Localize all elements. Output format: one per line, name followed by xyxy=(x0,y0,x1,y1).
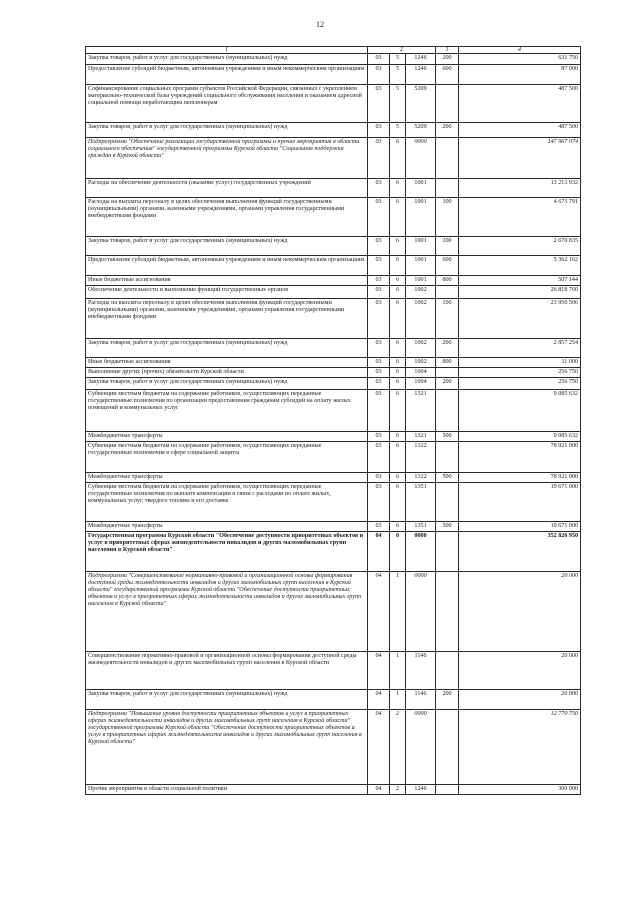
expense-name-cell: Межбюджетные трансферты xyxy=(86,522,368,532)
expense-type-cell: 200 xyxy=(436,237,459,256)
expense-name-cell: Закупка товаров, работ и услуг для государственных (муниципальных) нужд xyxy=(86,123,368,138)
code-section-cell: 03 xyxy=(368,368,390,378)
code-subsection-cell: 5 xyxy=(390,54,406,65)
table-row xyxy=(86,198,581,237)
code-article-cell: 1246 xyxy=(406,54,436,65)
code-article-cell: 1001 xyxy=(406,179,436,198)
header-col-2: 2 xyxy=(368,47,436,54)
code-subsection-cell: 6 xyxy=(390,432,406,442)
code-subsection-cell: 0 xyxy=(390,532,406,572)
code-subsection-cell: 1 xyxy=(390,572,406,652)
code-subsection-cell: 6 xyxy=(390,339,406,358)
code-section-cell: 04 xyxy=(368,785,390,795)
expense-type-cell xyxy=(436,442,459,473)
code-article-cell: 1001 xyxy=(406,198,436,237)
code-article-cell: 1004 xyxy=(406,378,436,390)
code-article-cell: 1321 xyxy=(406,390,436,432)
amount-cell: 487 500 xyxy=(459,85,581,123)
amount-cell: 19 671 000 xyxy=(459,522,581,532)
expense-type-cell: 800 xyxy=(436,276,459,286)
table-row xyxy=(86,123,581,138)
code-subsection-cell: 6 xyxy=(390,256,406,276)
code-section-cell: 03 xyxy=(368,358,390,368)
amount-cell: 20 000 xyxy=(459,572,581,652)
table-row xyxy=(86,522,581,532)
expense-name-cell: Обеспечение деятельности и выполнение функций государственных органов xyxy=(86,286,368,299)
expense-type-cell: 200 xyxy=(436,339,459,358)
expense-name-cell: Предоставление субсидий бюджетным, автономным учреждениям и иным некоммерческим организациям xyxy=(86,256,368,276)
table-row xyxy=(86,710,581,785)
code-article-cell: 1002 xyxy=(406,299,436,339)
table-row xyxy=(86,473,581,483)
code-subsection-cell: 6 xyxy=(390,442,406,473)
table-row xyxy=(86,390,581,432)
amount-cell: 87 000 xyxy=(459,65,581,85)
code-section-cell: 03 xyxy=(368,65,390,85)
code-section-cell: 03 xyxy=(368,339,390,358)
expense-name-cell: Расходы на обеспечение деятельности (оказание услуг) государственных учреждений xyxy=(86,179,368,198)
code-subsection-cell: 5 xyxy=(390,85,406,123)
amount-cell: 256 750 xyxy=(459,368,581,378)
table-row xyxy=(86,785,581,795)
code-article-cell: 1322 xyxy=(406,442,436,473)
amount-cell: 4 673 791 xyxy=(459,198,581,237)
amount-cell: 507 144 xyxy=(459,276,581,286)
amount-cell: 20 000 xyxy=(459,652,581,690)
amount-cell: 9 085 632 xyxy=(459,432,581,442)
code-article-cell: 1146 xyxy=(406,652,436,690)
code-section-cell: 04 xyxy=(368,532,390,572)
code-subsection-cell: 6 xyxy=(390,522,406,532)
table-row xyxy=(86,65,581,85)
code-section-cell: 03 xyxy=(368,473,390,483)
code-article-cell: 0000 xyxy=(406,138,436,179)
amount-cell: 352 826 950 xyxy=(459,532,581,572)
code-section-cell: 03 xyxy=(368,138,390,179)
expense-type-cell xyxy=(436,138,459,179)
table-row xyxy=(86,532,581,572)
expense-name-cell: Субвенции местным бюджетам на содержание работников, осуществляющих переданные государственные полномочия по выплате компенсации в связи с расходами по оплате жилых, коммунальных услуг, твердого топлива и его доставке xyxy=(86,483,368,522)
expense-type-cell xyxy=(436,483,459,522)
code-subsection-cell: 6 xyxy=(390,179,406,198)
table-row xyxy=(86,138,581,179)
code-article-cell: 5209 xyxy=(406,123,436,138)
amount-cell: 487 500 xyxy=(459,123,581,138)
code-section-cell: 03 xyxy=(368,179,390,198)
table-row xyxy=(86,378,581,390)
code-article-cell: 1351 xyxy=(406,522,436,532)
amount-cell: 2 670 835 xyxy=(459,237,581,256)
code-section-cell: 03 xyxy=(368,299,390,339)
code-subsection-cell: 5 xyxy=(390,123,406,138)
expense-name-cell: Закупка товаров, работ и услуг для государственных (муниципальных) нужд xyxy=(86,339,368,358)
code-article-cell: 1246 xyxy=(406,65,436,85)
header-col-1: 1 xyxy=(86,47,368,54)
table-row xyxy=(86,652,581,690)
code-subsection-cell: 6 xyxy=(390,299,406,339)
table-header-row xyxy=(86,47,581,54)
header-col-3: 3 xyxy=(436,47,459,54)
expense-type-cell: 500 xyxy=(436,522,459,532)
code-article-cell: 0000 xyxy=(406,572,436,652)
expense-name-cell: Совершенствование нормативно-правовой и организационной основы формирования доступной среды жизнедеятельности инвалидов и других маломобильных групп населения в Курской области xyxy=(86,652,368,690)
code-article-cell: 1322 xyxy=(406,473,436,483)
code-article-cell: 0000 xyxy=(406,710,436,785)
code-section-cell: 03 xyxy=(368,237,390,256)
code-subsection-cell: 6 xyxy=(390,276,406,286)
expense-name-cell: Иные бюджетные ассигнования xyxy=(86,276,368,286)
table-body xyxy=(86,54,581,795)
code-section-cell: 03 xyxy=(368,442,390,473)
amount-cell: 5 362 162 xyxy=(459,256,581,276)
code-section-cell: 03 xyxy=(368,286,390,299)
table-row xyxy=(86,368,581,378)
code-article-cell: 1002 xyxy=(406,358,436,368)
table-row xyxy=(86,690,581,710)
table-row xyxy=(86,286,581,299)
table-row xyxy=(86,179,581,198)
budget-table xyxy=(85,46,581,795)
code-subsection-cell: 6 xyxy=(390,390,406,432)
expense-name-cell: Закупка товаров, работ и услуг для государственных (муниципальных) нужд xyxy=(86,690,368,710)
amount-cell: 26 818 760 xyxy=(459,286,581,299)
expense-type-cell: 200 xyxy=(436,123,459,138)
code-subsection-cell: 2 xyxy=(390,710,406,785)
expense-type-cell xyxy=(436,390,459,432)
code-article-cell: 5209 xyxy=(406,85,436,123)
expense-type-cell xyxy=(436,572,459,652)
code-article-cell: 1246 xyxy=(406,785,436,795)
expense-type-cell: 200 xyxy=(436,54,459,65)
code-section-cell: 03 xyxy=(368,256,390,276)
amount-cell: 300 000 xyxy=(459,785,581,795)
amount-cell: 19 671 000 xyxy=(459,483,581,522)
expense-type-cell xyxy=(436,710,459,785)
expense-type-cell: 200 xyxy=(436,378,459,390)
code-section-cell: 03 xyxy=(368,522,390,532)
amount-cell: 13 213 932 xyxy=(459,179,581,198)
code-subsection-cell: 6 xyxy=(390,473,406,483)
code-section-cell: 03 xyxy=(368,483,390,522)
code-section-cell: 03 xyxy=(368,378,390,390)
table-row xyxy=(86,432,581,442)
table-row xyxy=(86,483,581,522)
expense-type-cell xyxy=(436,286,459,299)
code-section-cell: 03 xyxy=(368,85,390,123)
expense-name-cell: Закупка товаров, работ и услуг для государственных (муниципальных) нужд xyxy=(86,378,368,390)
expense-name-cell: Расходы на выплаты персоналу в целях обеспечения выполнения функций государственными (муниципальными) органами, казенными учреждениями, органами управления государственными внебюджетными фондами xyxy=(86,299,368,339)
code-subsection-cell: 5 xyxy=(390,65,406,85)
code-article-cell: 1002 xyxy=(406,286,436,299)
code-article-cell: 1351 xyxy=(406,483,436,522)
expense-name-cell: Подпрограмма "Совершенствование нормативно-правовой и организационной основы формирования доступной среды жизнедеятельности инвалидов и других маломобильных групп населения в Курской области" государственной программы Курской области "Обеспечение доступности приоритетных объектов и услуг в приоритетных сферах жизнедеятельности инвалидов и других маломобильных групп населения в Курской области" xyxy=(86,572,368,652)
expense-name-cell: Субвенции местным бюджетам на содержание работников, осуществляющих переданные государственные полномочия в сфере социальной защиты xyxy=(86,442,368,473)
code-section-cell: 04 xyxy=(368,652,390,690)
code-subsection-cell: 6 xyxy=(390,378,406,390)
expense-name-cell: Прочие мероприятия в области социальной политики xyxy=(86,785,368,795)
amount-cell: 147 967 074 xyxy=(459,138,581,179)
expense-name-cell: Межбюджетные трансферты xyxy=(86,473,368,483)
code-subsection-cell: 6 xyxy=(390,483,406,522)
code-section-cell: 04 xyxy=(368,690,390,710)
expense-type-cell: 200 xyxy=(436,690,459,710)
expense-name-cell: Закупка товаров, работ и услуг для государственных (муниципальных) нужд xyxy=(86,237,368,256)
code-article-cell: 1321 xyxy=(406,432,436,442)
table-row xyxy=(86,339,581,358)
code-subsection-cell: 6 xyxy=(390,368,406,378)
expense-name-cell: Иные бюджетные ассигнования xyxy=(86,358,368,368)
code-article-cell: 1001 xyxy=(406,256,436,276)
code-subsection-cell: 2 xyxy=(390,785,406,795)
amount-cell: 11 000 xyxy=(459,358,581,368)
table-row xyxy=(86,442,581,473)
code-section-cell: 03 xyxy=(368,276,390,286)
expense-type-cell: 600 xyxy=(436,65,459,85)
code-article-cell: 1001 xyxy=(406,237,436,256)
table-row xyxy=(86,572,581,652)
amount-cell: 23 950 506 xyxy=(459,299,581,339)
code-section-cell: 04 xyxy=(368,710,390,785)
expense-name-cell: Закупка товаров, работ и услуг для государственных (муниципальных) нужд xyxy=(86,54,368,65)
code-subsection-cell: 6 xyxy=(390,358,406,368)
amount-cell: 631 750 xyxy=(459,54,581,65)
amount-cell: 9 085 632 xyxy=(459,390,581,432)
expense-name-cell: Расходы на выплаты персоналу в целях обеспечения выполнения функций государственными (муниципальными) органами, казенными учреждениями, органами управления государственными внебюджетными фондами xyxy=(86,198,368,237)
amount-cell: 20 000 xyxy=(459,690,581,710)
table-row xyxy=(86,256,581,276)
header-col-4: 4 xyxy=(459,47,581,54)
code-section-cell: 03 xyxy=(368,123,390,138)
table-row xyxy=(86,358,581,368)
code-section-cell: 04 xyxy=(368,572,390,652)
expense-type-cell xyxy=(436,85,459,123)
amount-cell: 2 857 254 xyxy=(459,339,581,358)
expense-type-cell xyxy=(436,179,459,198)
code-subsection-cell: 6 xyxy=(390,237,406,256)
expense-name-cell: Предоставление субсидий бюджетным, автономным учреждениям и иным некоммерческим организациям xyxy=(86,65,368,85)
expense-name-cell: Выполнение других (прочих) обязательств Курской области xyxy=(86,368,368,378)
page-number: 12 xyxy=(316,20,324,29)
code-article-cell: 1146 xyxy=(406,690,436,710)
table-row xyxy=(86,54,581,65)
code-article-cell: 1002 xyxy=(406,339,436,358)
table-row xyxy=(86,276,581,286)
code-subsection-cell: 6 xyxy=(390,138,406,179)
expense-name-cell: Подпрограмма "Обеспечение реализации государственной программы и прочие мероприятия в области социального обеспечения" государственной программы Курской области "Социальная поддержка граждан в Курской области" xyxy=(86,138,368,179)
expense-type-cell: 500 xyxy=(436,473,459,483)
expense-type-cell: 100 xyxy=(436,299,459,339)
table-row xyxy=(86,237,581,256)
expense-type-cell: 600 xyxy=(436,256,459,276)
expense-name-cell: Межбюджетные трансферты xyxy=(86,432,368,442)
amount-cell: 78 921 000 xyxy=(459,442,581,473)
code-section-cell: 03 xyxy=(368,198,390,237)
expense-type-cell xyxy=(436,368,459,378)
code-section-cell: 03 xyxy=(368,432,390,442)
amount-cell: 12 770 750 xyxy=(459,710,581,785)
code-article-cell: 1001 xyxy=(406,276,436,286)
expense-type-cell: 800 xyxy=(436,358,459,368)
code-article-cell: 1004 xyxy=(406,368,436,378)
table-row xyxy=(86,299,581,339)
amount-cell: 78 921 000 xyxy=(459,473,581,483)
code-subsection-cell: 1 xyxy=(390,690,406,710)
table-row xyxy=(86,85,581,123)
code-section-cell: 03 xyxy=(368,54,390,65)
expense-type-cell xyxy=(436,785,459,795)
code-subsection-cell: 6 xyxy=(390,286,406,299)
amount-cell: 256 750 xyxy=(459,378,581,390)
code-subsection-cell: 1 xyxy=(390,652,406,690)
expense-name-cell: Софинансирование социальных программ субъектов Российской Федерации, связанных с укреплением материально-технической базы учреждений социального обслуживания населения и оказанием адресной социальной помощи неработающим пенсионерам xyxy=(86,85,368,123)
expense-name-cell: Подпрограмма "Повышение уровня доступности приоритетных объектов и услуг в приоритетных сферах жизнедеятельности инвалидов и других маломобильных групп населения в Курской области" государственной программы Курской области "Обеспечение доступности приоритетных объектов и услуг в приоритетных сферах жизнедеятельности инвалидов и других маломобильных групп населения в Курской области" xyxy=(86,710,368,785)
code-subsection-cell: 6 xyxy=(390,198,406,237)
expense-type-cell: 500 xyxy=(436,432,459,442)
expense-type-cell: 100 xyxy=(436,198,459,237)
expense-type-cell xyxy=(436,532,459,572)
expense-name-cell: Субвенции местным бюджетам на содержание работников, осуществляющих переданные государственные полномочия по организации предоставления гражданам субсидий на оплату жилых помещений и коммунальных услуг xyxy=(86,390,368,432)
expense-name-cell: Государственная программа Курской области "Обеспечение доступности приоритетных объектов и услуг в приоритетных сферах жизнедеятельности инвалидов и других маломобильных групп населения в Курской области" xyxy=(86,532,368,572)
code-section-cell: 03 xyxy=(368,390,390,432)
expense-type-cell xyxy=(436,652,459,690)
code-article-cell: 0000 xyxy=(406,532,436,572)
